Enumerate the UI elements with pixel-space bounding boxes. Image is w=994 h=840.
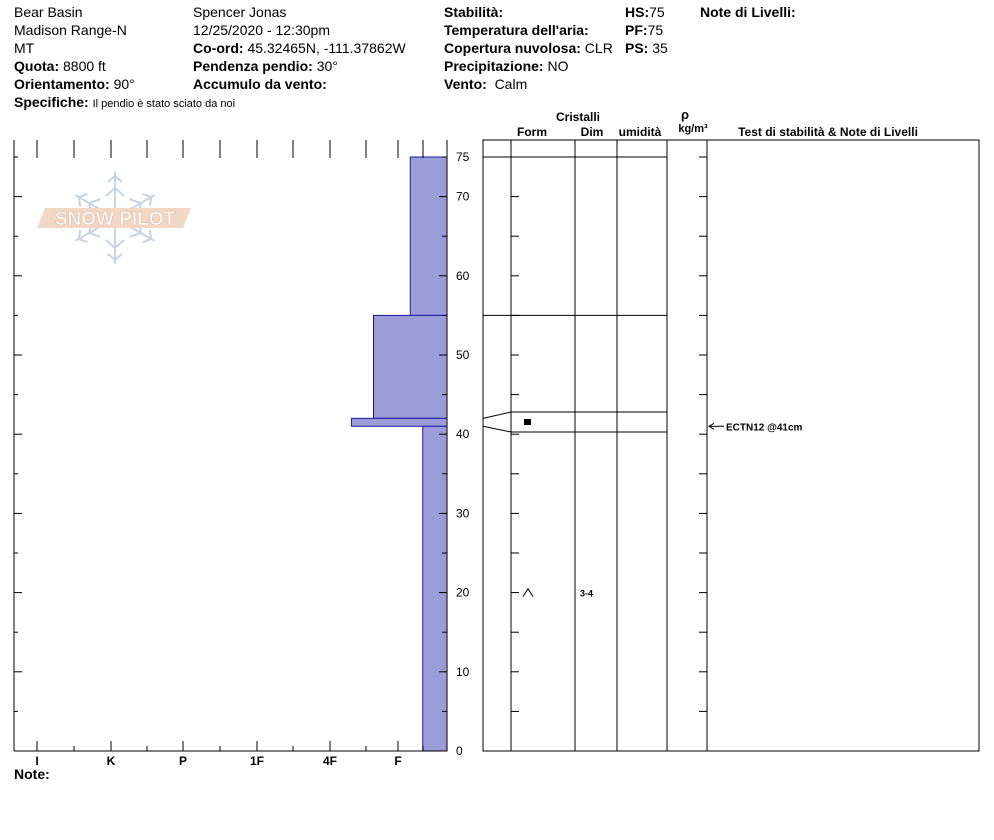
crystals-header: Cristalli: [555, 110, 600, 124]
layer-boundary-connector: [483, 412, 511, 418]
specifics: Specifiche: Il pendio è stato sciato da noi: [14, 94, 236, 110]
aspect: Orientamento: 90°: [14, 76, 135, 92]
tests-header: Test di stabilità & Note di Livelli: [738, 125, 918, 139]
location: Bear Basin: [14, 4, 83, 20]
layer-boundary-connector: [483, 426, 511, 432]
state: MT: [14, 40, 35, 56]
observer: Spencer Jonas: [193, 4, 287, 20]
pf: PF:75: [625, 22, 664, 38]
hardness-tick-label: 1F: [249, 754, 265, 768]
depth-tick-label: 10: [456, 664, 470, 679]
grain-size-label: 3-4: [580, 588, 594, 599]
density-symbol: ρ: [680, 107, 690, 122]
hs: HS:75: [625, 4, 665, 20]
hardness-tick-label: K: [106, 754, 116, 768]
hardness-tick-label: I: [35, 754, 39, 768]
ps: PS: 35: [625, 40, 668, 56]
hardness-layer-bar: [374, 315, 448, 418]
dim-header: Dim: [580, 125, 604, 139]
grain-form-icon: [523, 589, 533, 597]
stability: Stabilità:: [444, 4, 504, 20]
wind-loading: Accumulo da vento:: [193, 76, 327, 92]
depth-tick-label: 0: [456, 744, 463, 758]
grain-form-icon: [524, 419, 531, 425]
density-unit: kg/m³: [678, 123, 708, 135]
depth-tick-label: 30: [456, 506, 470, 521]
hardness-layer-bar: [423, 426, 447, 751]
test-result-label: ECTN12 @41cm: [726, 422, 803, 434]
datetime: 12/25/2020 - 12:30pm: [193, 22, 330, 38]
wind: Vento: Calm: [444, 76, 528, 92]
layer-notes-label: Note di Livelli:: [700, 4, 796, 20]
layer-table-frame: [483, 140, 979, 751]
air-temperature: Temperatura dell'aria:: [444, 22, 589, 38]
moisture-header: umidità: [618, 125, 662, 139]
hardness-tick-label: F: [394, 754, 402, 768]
logo-text: SNOW PILOT: [54, 209, 176, 230]
depth-tick-label: 75: [456, 150, 470, 164]
depth-tick-label: 70: [456, 189, 470, 204]
sky-cover: Copertura nuvolosa: CLR: [444, 40, 613, 56]
elevation: Quota: 8800 ft: [14, 58, 106, 74]
slope-angle: Pendenza pendio: 30°: [193, 58, 338, 74]
hardness-layer-bar: [351, 418, 447, 426]
form-header: Form: [517, 125, 547, 139]
depth-tick-label: 20: [456, 585, 470, 600]
hardness-layer-bar: [410, 157, 447, 315]
depth-tick-label: 50: [456, 348, 470, 362]
snowflake-logo-icon: [37, 172, 191, 264]
depth-tick-label: 60: [456, 268, 470, 283]
coordinates: Co-ord: 45.32465N, -111.37862W: [193, 40, 406, 56]
hardness-tick-label: 4F: [322, 754, 338, 768]
precipitation: Precipitazione: NO: [444, 58, 569, 74]
range: Madison Range-N: [14, 22, 127, 38]
depth-tick-label: 40: [456, 427, 470, 442]
notes-label: Note:: [14, 766, 50, 782]
hardness-tick-label: P: [178, 754, 188, 768]
